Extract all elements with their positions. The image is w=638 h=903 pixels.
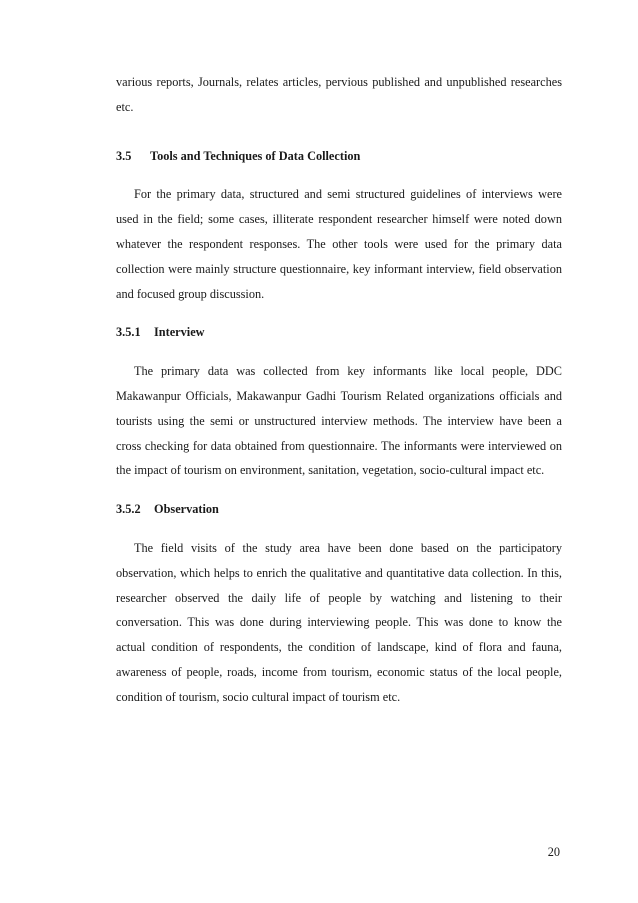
document-page (116, 70, 562, 710)
page-number: 20 (547, 845, 560, 859)
section-number: 3.5.1 (116, 325, 141, 340)
tools-paragraph: For the primary data, structured and semi structured guidelines of interviews were used in the field; some cases, illiterate respondent researcher himself were noted down whatever the respondent responses. The other tools were used for the primary data collection were mainly structure questionnaire, key informant interview, field observation and focused group discussion. (116, 187, 562, 301)
section-heading-3-5-1 (116, 320, 562, 345)
section-heading-3-5-2 (116, 497, 562, 522)
section-title: Interview (154, 325, 205, 340)
section-number: 3.5.2 (116, 502, 141, 517)
observation-paragraph: The field visits of the study area have been done based on the participatory observation, which helps to enrich the qualitative and quantitative data collection. In this, researcher observed the daily life of people by watching and listening to their conversation. This was done during interviewing people. This was done to know the actual condition of respondents, the condition of landscape, kind of flora and fauna, awareness of people, roads, income from tourism, economic status of the local people, condition of tourism, socio cultural impact of tourism etc. (116, 540, 562, 704)
interview-paragraph: The primary data was collected from key informants like local people, DDC Makawanpur Officials, Makawanpur Gadhi Tourism Related organizations officials and tourists using the semi or unstructured interview methods. The interview have been a cross checking for data obtained from questionnaire. The informants were interviewed on the impact of tourism on environment, sanitation, vegetation, socio-cultural impact etc. (116, 364, 562, 478)
intro-paragraph: various reports, Journals, relates articles, pervious published and unpublished researches etc. (116, 75, 562, 114)
section-number: 3.5 (116, 148, 132, 163)
section-heading-3-5 (116, 144, 562, 169)
section-title: Observation (154, 502, 219, 517)
section-title: Tools and Techniques of Data Collection (150, 148, 361, 163)
